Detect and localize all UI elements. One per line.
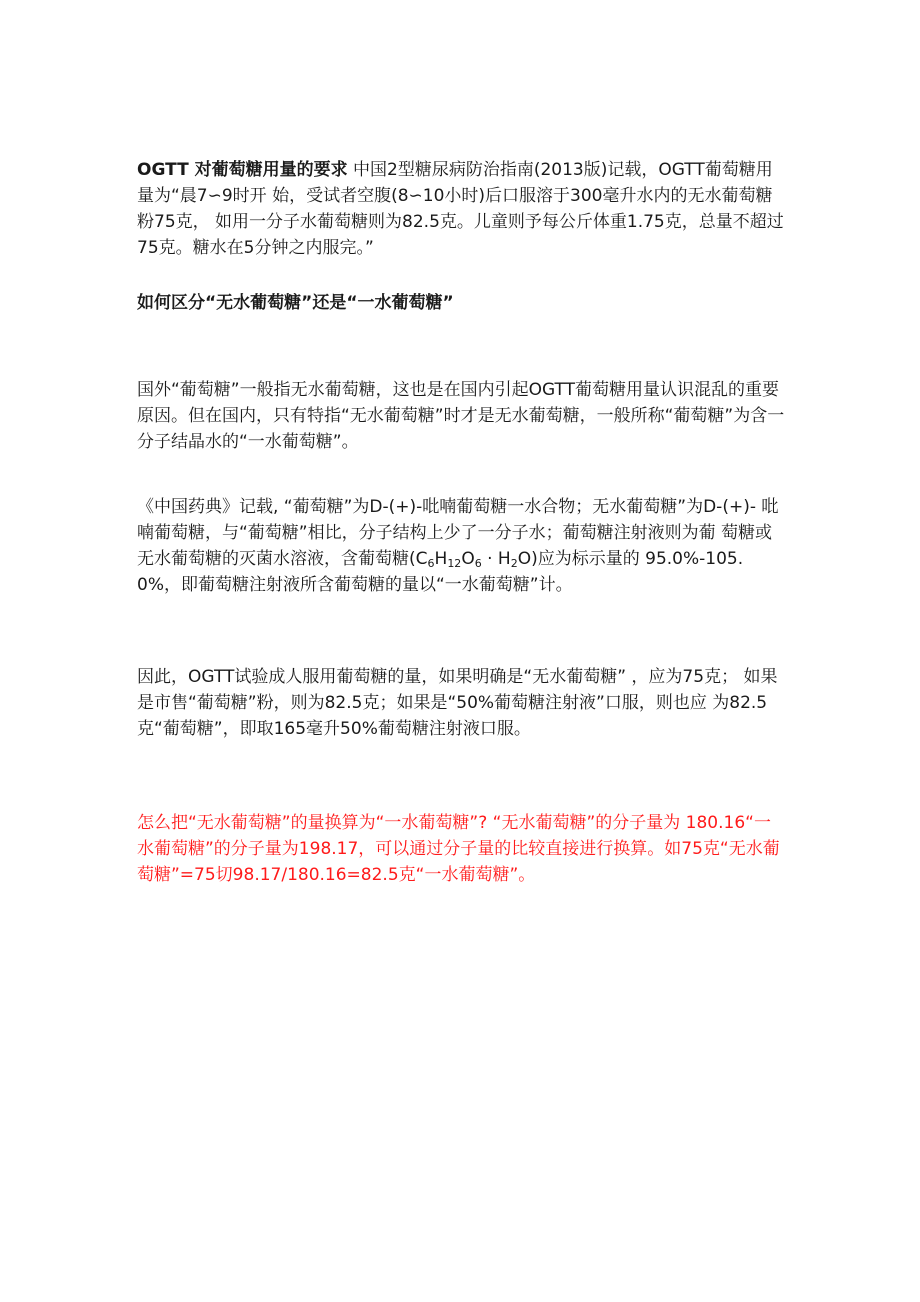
chemical-formula: $C_6H_{12}O_6 \cdot H_2O$ <box>415 549 532 570</box>
distinguish-heading: 如何区分“无水葡萄糖”还是“一水葡萄糖” <box>137 293 454 313</box>
pharmacopoeia-paragraph <box>137 494 787 598</box>
pharmacopoeia-text-start: 《中国药典》记载, “葡萄糖”为D-(+)-吡喃葡萄糖一水合物；无水葡萄糖”为D-(+)- 吡喃葡萄糖，与“葡萄糖”相比，分子结构上少了一分子水；葡萄糖注射液则为葡 萄糖或无水葡萄糖的灭菌水溶液，含葡萄糖( <box>137 497 779 569</box>
ogtt-dosage-paragraph <box>137 157 787 261</box>
adult-dosage-paragraph: 因此，OGTT试验成人服用葡萄糖的量，如果明确是“无水葡萄糖” ，应为75克； 如果是市售“葡萄糖”粉，则为82.5克；如果是“50%葡萄糖注射液”口服，则也应 为82.5克“葡萄糖”，即取165毫升50%葡萄糖注射液口服。 <box>137 667 778 739</box>
foreign-definition-paragraph: 国外“葡萄糖”一般指无水葡萄糖，这也是在国内引起OGTT葡萄糖用量认识混乱的重要原因。但在国内，只有特指“无水葡萄糖”时才是无水葡萄糖，一般所称“葡萄糖”为含一分子结晶水的“一水葡萄糖”。 <box>137 380 785 452</box>
conversion-paragraph: 怎么把“无水葡萄糖”的量换算为“一水葡萄糖”? “无水葡萄糖”的分子量为 180.16“一水葡萄糖”的分子量为198.17，可以通过分子量的比较直接进行换算。如75克“无水葡萄糖”=75切98.17/180.16=82.5克“一水葡萄糖”。 <box>137 813 780 885</box>
ogtt-dosage-heading: OGTT 对葡萄糖用量的要求 <box>137 160 348 180</box>
ogtt-dosage-body: 中国2型糖尿病防治指南(2013版)记载，OGTT葡萄糖用量为“晨7∽9时开 始，受试者空腹(8∽10小时)后口服溶于300毫升水内的无水葡萄糖粉75克， 如用一分子水葡萄糖则为82.5克。儿童则予每公斤体重1.75克，总量不超过 75克。糖水在5分钟之内服完。” <box>137 160 784 258</box>
pharmacopoeia-text-end: )应为标示量的 95.0%-105.0%，即葡萄糖注射液所含葡萄糖的量以“一水葡萄糖”计。 <box>137 549 744 595</box>
